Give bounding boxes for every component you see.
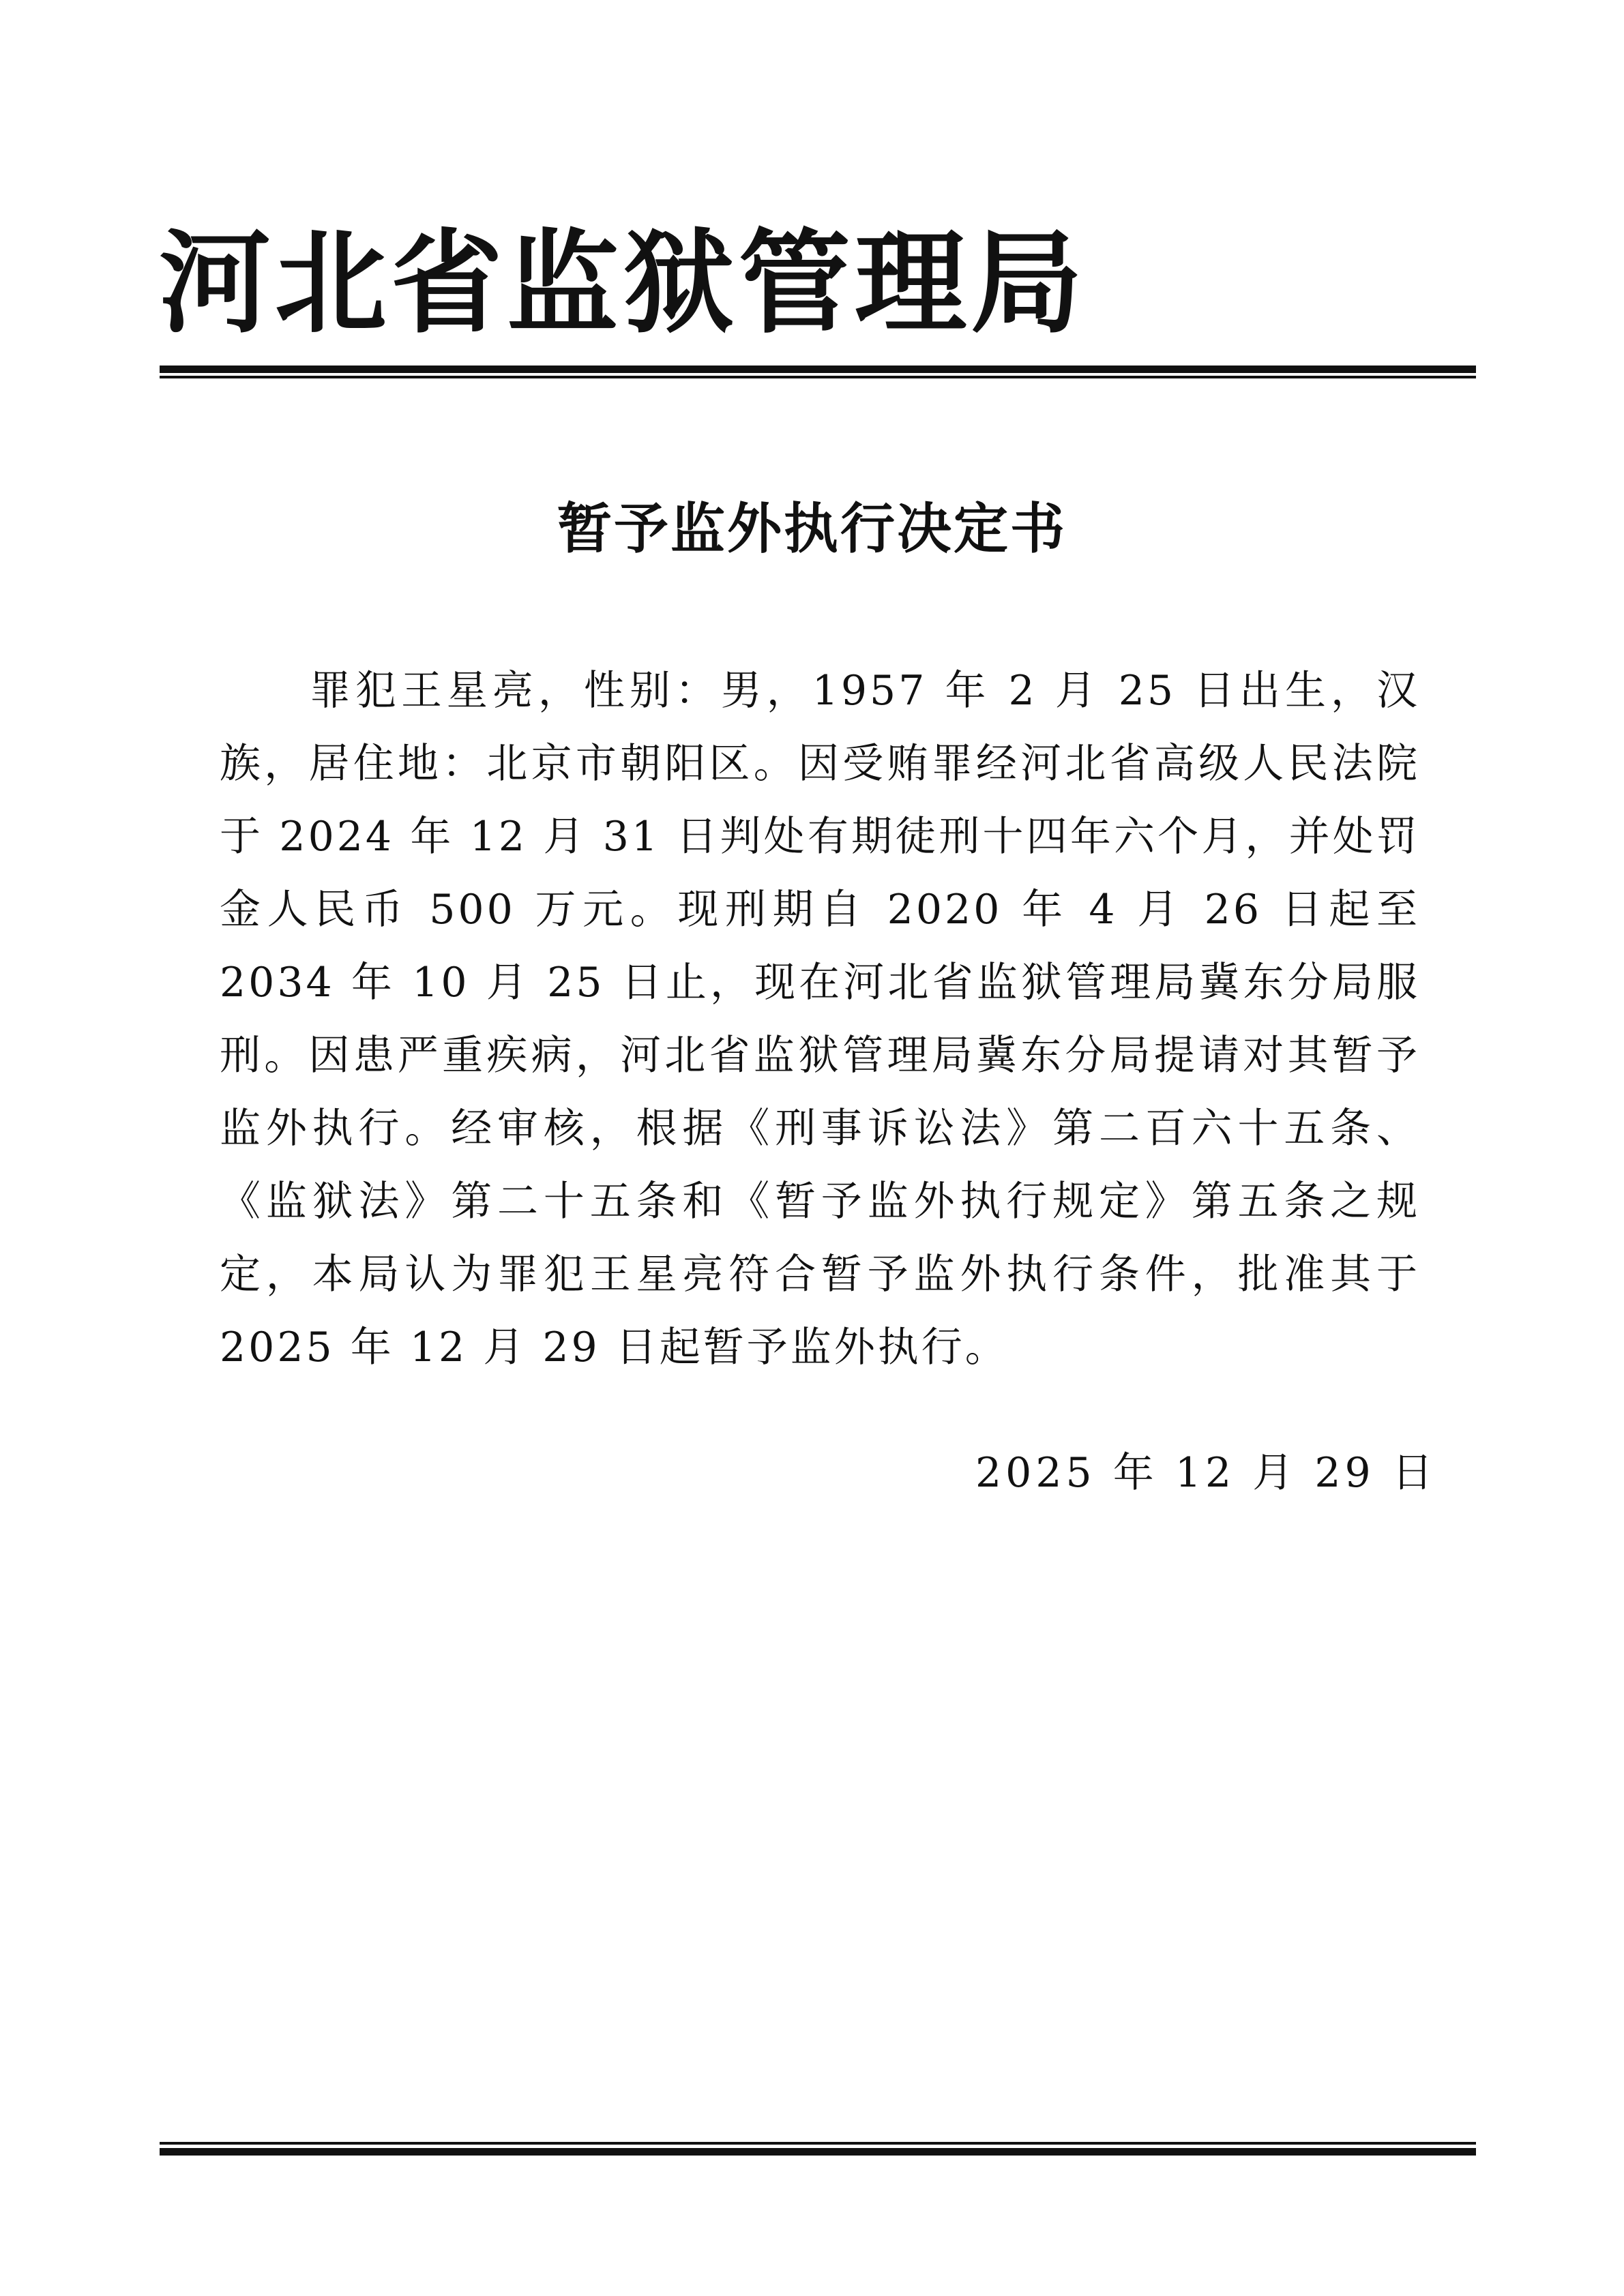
header-divider-thick (160, 366, 1476, 373)
issuing-authority-header: 河北省监狱管理局 (159, 217, 1087, 348)
document-date: 2025 年 12 月 29 日 (975, 1449, 1437, 1497)
document-body: 罪犯王星亮，性别：男，1957 年 2 月 25 日出生，汉族，居住地：北京市朝阳区。因受贿罪经河北省高级人民法院于 2024 年 12 月 31 日判处有期徒刑十四年六个月，并处罚金人民币 500 万元。现刑期自 2020 年 4 月 26 日起至 2034 年 10 月 25 日止，现在河北省监狱管理局冀东分局服刑。因患严重疾病，河北省监狱管理局冀东分局提请对其暂予监外执行。经审核，根据《刑事诉讼法》第二百六十五条、《监狱法》第二十五条和《暂予监外执行规定》第五条之规定，本局认为罪犯王星亮符合暂予监外执行条件，批准其于 2025 年 12 月 29 日起暂予监外执行。 (220, 667, 1420, 1371)
header-divider-thin (160, 376, 1476, 378)
footer-divider-thin (160, 2142, 1476, 2145)
document-title: 暂予监外执行决定书 (557, 496, 1067, 561)
footer-divider-thick (160, 2148, 1476, 2156)
